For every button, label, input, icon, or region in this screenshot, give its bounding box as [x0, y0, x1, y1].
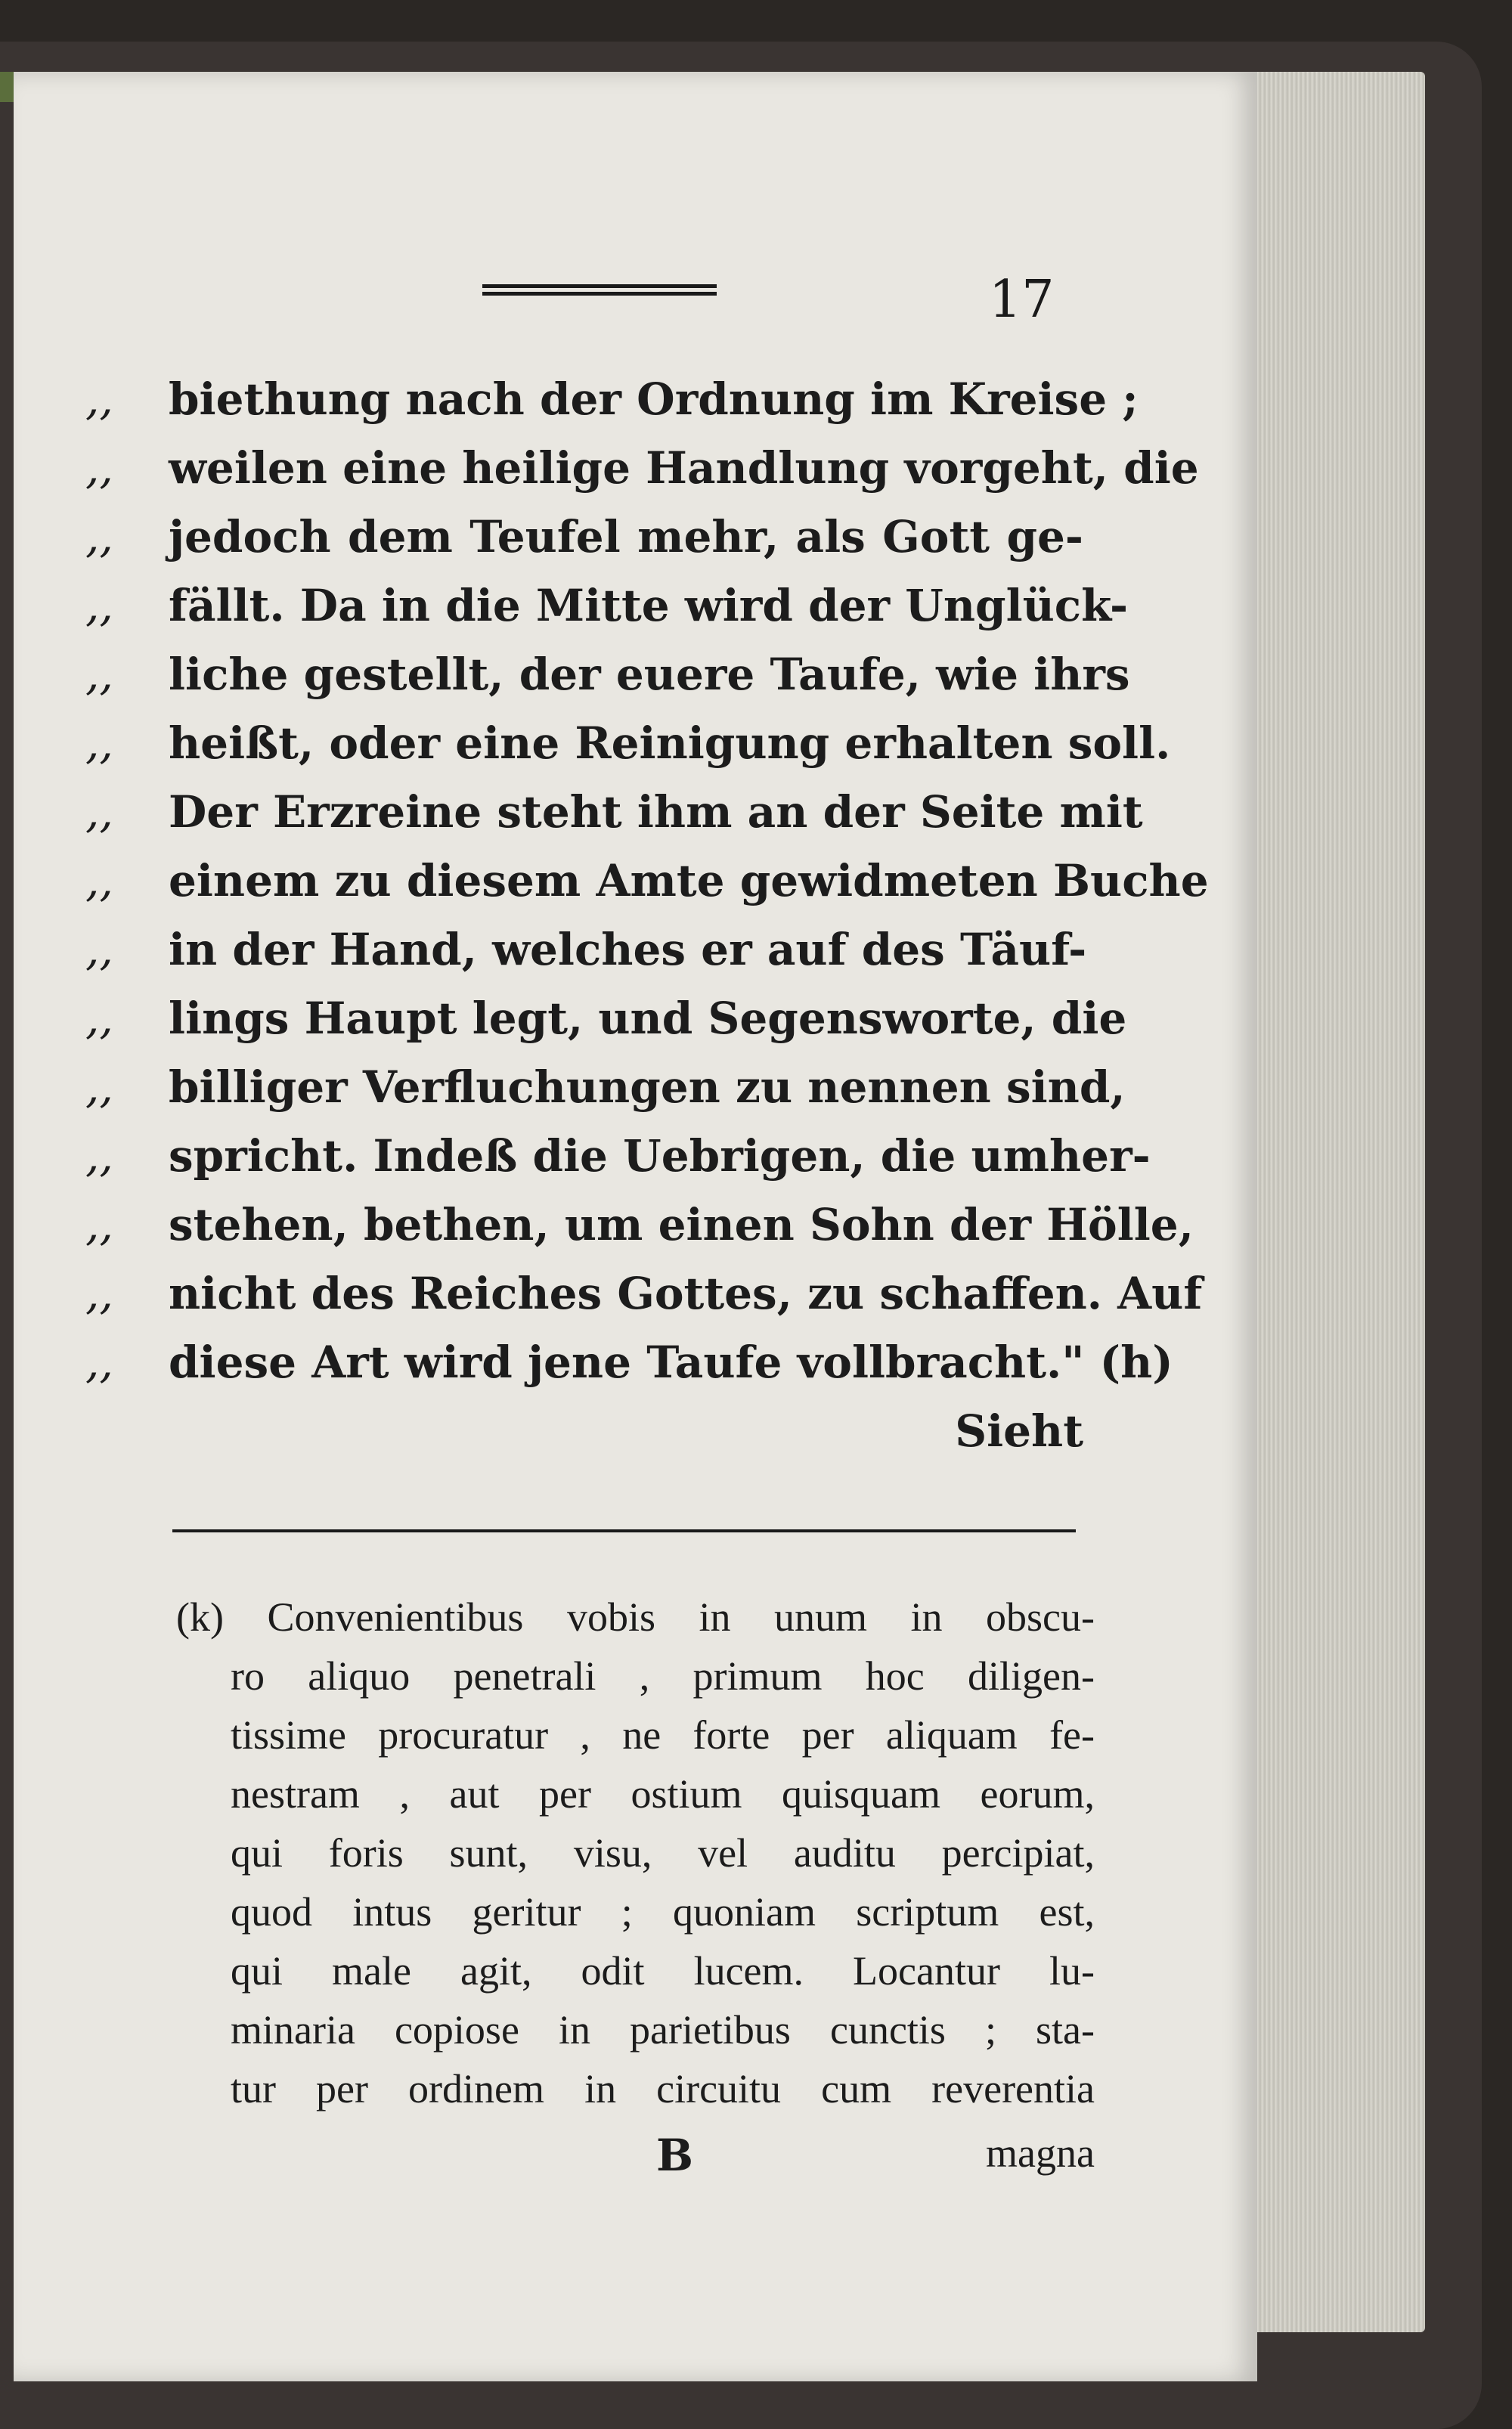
footnote-line: qui male agit, odit lucem. Locantur lu-: [231, 1948, 1095, 1994]
page-number: 17: [989, 270, 1055, 330]
signature-mark: B: [656, 2130, 694, 2181]
footnote-line: qui foris sunt, visu, vel auditu percipiat,: [231, 1830, 1095, 1876]
footnote: [176, 1588, 1095, 2118]
text-line: ,, jedoch dem Teufel mehr, als Gott ge-: [85, 511, 1083, 562]
catchword-main: Sieht: [955, 1405, 1083, 1457]
catchword-footnote: magna: [986, 2130, 1095, 2176]
text-line: ,, in der Hand, welches er auf des Täuf-: [85, 924, 1087, 975]
text-line: ,, Der Erzreine steht ihm an der Seite mit: [85, 786, 1143, 838]
page-edges: [1240, 72, 1425, 2332]
text-line: ,, diese Art wird jene Taufe vollbracht." (h): [85, 1337, 1173, 1388]
main-text: [85, 365, 1209, 1466]
text-line: ,, einem zu diesem Amte gewidmeten Buche: [85, 855, 1209, 906]
text-line: ,, fällt. Da in die Mitte wird der Unglück-: [85, 580, 1129, 631]
text-line: ,, weilen eine heilige Handlung vorgeht, die: [85, 442, 1199, 494]
footnote-line: (k) Convenientibus vobis in unum in obscu-: [176, 1594, 1095, 1640]
footnote-rule: [172, 1529, 1076, 1532]
footnote-line: quod intus geritur ; quoniam scriptum est,: [231, 1889, 1095, 1935]
footnote-line: nestram , aut per ostium quisquam eorum,: [231, 1771, 1095, 1817]
text-line: ,, billiger Verfluchungen zu nennen sind,: [85, 1061, 1126, 1113]
text-line: ,, stehen, bethen, um einen Sohn der Hölle,: [85, 1199, 1194, 1250]
text-line: ,, liche gestellt, der euere Taufe, wie ihrs: [85, 649, 1130, 700]
footnote-line: tur per ordinem in circuitu cum reverentia: [231, 2066, 1095, 2111]
text-line: ,, nicht des Reiches Gottes, zu schaffen. Auf: [85, 1268, 1203, 1319]
catchword-line: [85, 1397, 1083, 1466]
text-line: ,, heißt, oder eine Reinigung erhalten soll.: [85, 717, 1171, 769]
footnote-line: tissime procuratur , ne forte per aliquam fe-: [231, 1712, 1095, 1758]
header-rule: [482, 284, 717, 304]
text-line: ,, spricht. Indeß die Uebrigen, die umher-: [85, 1130, 1151, 1182]
footnote-line: minaria copiose in parietibus cunctis ; sta-: [231, 2007, 1095, 2053]
text-line: ,, biethung nach der Ordnung im Kreise ;: [85, 373, 1139, 425]
page-footer: [176, 2130, 1095, 2190]
footnote-line: ro aliquo penetrali , primum hoc diligen-: [231, 1653, 1095, 1699]
text-line: ,, lings Haupt legt, und Segensworte, die: [85, 993, 1127, 1044]
book-page: [14, 72, 1257, 2381]
